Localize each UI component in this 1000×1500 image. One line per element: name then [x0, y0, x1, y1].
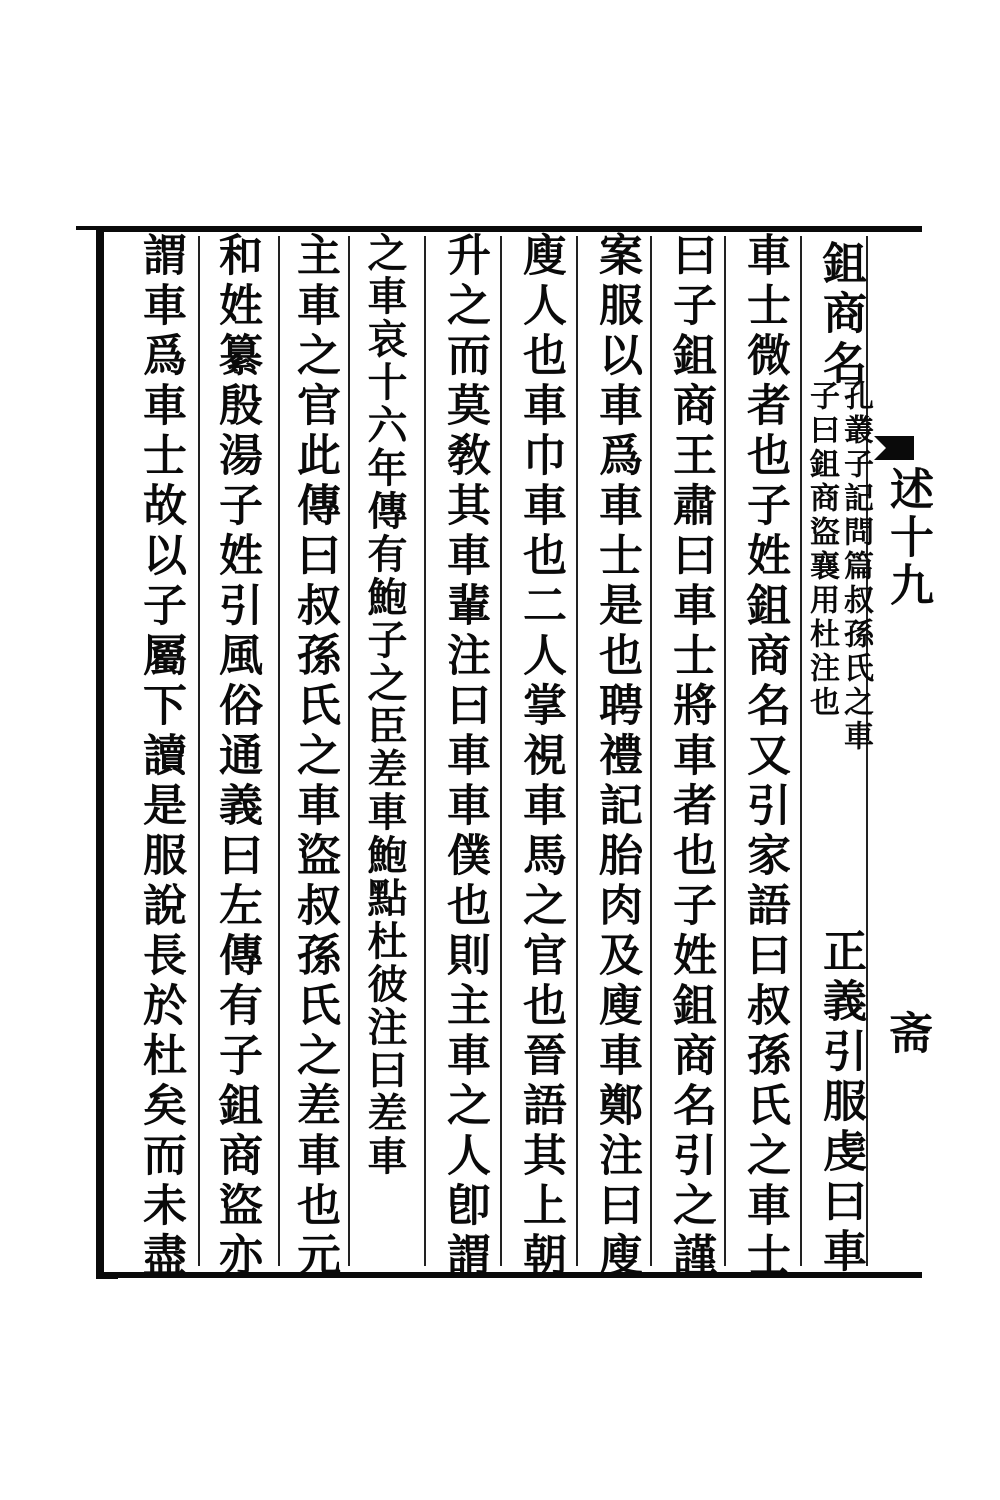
column-rule	[424, 236, 426, 1266]
margin-mark: 斋	[881, 1010, 932, 1054]
text-column-9: 和姓纂殷湯子姓引風俗通義曰左傳有子鉏商盜亦	[211, 232, 262, 1282]
text-column-8: 主車之官此傳曰叔孫氏之車盜叔孫氏之差車也元	[289, 232, 340, 1282]
column-rule	[800, 236, 802, 1266]
text-column-6: 升之而莫敎其車輩注曰車車僕也則主車之人卽謂	[439, 232, 490, 1282]
interlinear-note	[804, 380, 873, 754]
note-line-left: 子曰鉏商盜襄用杜注也	[804, 380, 839, 720]
text-column-5: 廋人也車巾車也二人掌視車馬之官也晉語其上朝	[515, 232, 566, 1282]
text-column-2: 車士微者也子姓鉏商名又引家語曰叔孫氏之車士	[739, 232, 790, 1282]
text-column-10: 謂車爲車士故以子屬下讀是服說長於杜矣而未盡	[135, 232, 186, 1282]
column-rule	[500, 236, 502, 1266]
column-rule	[650, 236, 652, 1266]
column-rule	[576, 236, 578, 1266]
column-rule	[278, 236, 280, 1266]
text-column-7: 之車哀十六年傳有鮑子之臣差車鮑點杜彼注曰差車	[361, 232, 408, 1178]
margin-chapter-title: 述十九	[882, 466, 933, 610]
column-rule	[348, 236, 350, 1266]
column-rule	[198, 236, 200, 1266]
text-column-4: 案服以車爲車士是也聘禮記胎肉及廋車鄭注曰廋	[591, 232, 642, 1282]
border-tick-bottom	[96, 1274, 118, 1279]
text-column-1-head: 鉏商名	[815, 240, 866, 390]
text-column-1-tail: 正義引服虔曰車	[815, 928, 866, 1278]
border-tick-top	[76, 226, 98, 230]
text-column-3: 曰子鉏商王肅曰車士將車者也子姓鉏商名引之謹	[665, 232, 716, 1282]
note-line-right: 孔叢子記問篇叔孫氏之車	[838, 380, 873, 754]
column-rule	[724, 236, 726, 1266]
